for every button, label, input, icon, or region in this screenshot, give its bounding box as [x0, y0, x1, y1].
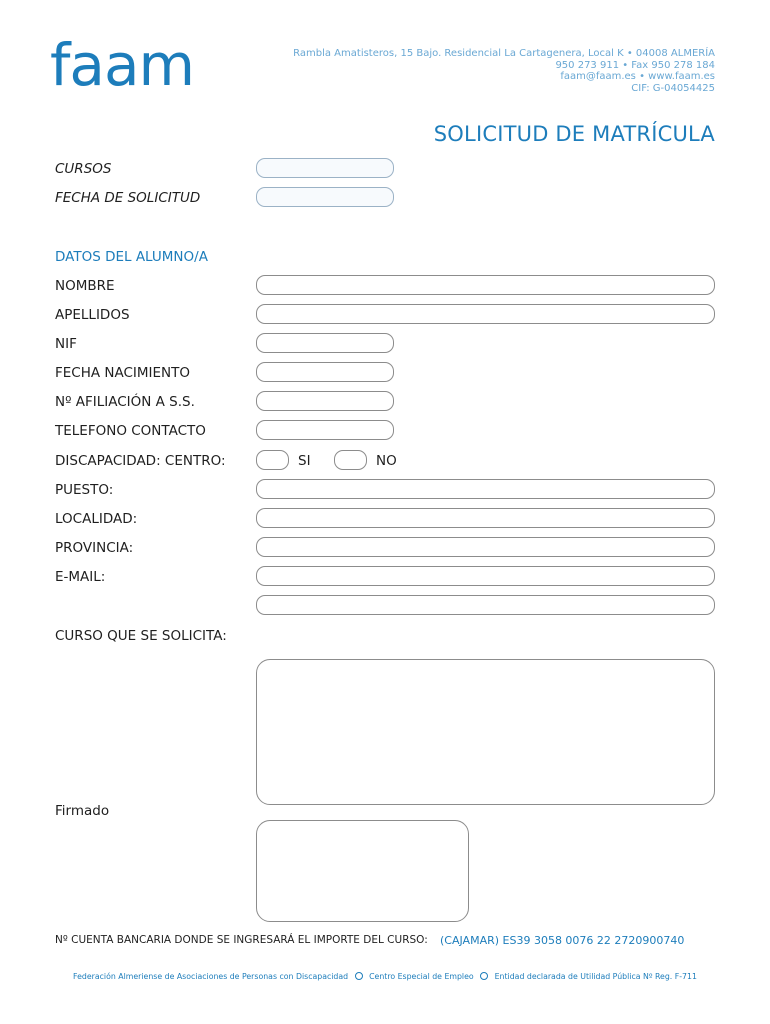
no-label: NO [376, 453, 397, 469]
section-title: DATOS DEL ALUMNO/A [55, 249, 208, 265]
discapacidad-no-checkbox[interactable] [334, 450, 367, 470]
extra-field[interactable] [256, 595, 715, 615]
afiliacion-label: Nº AFILIACIÓN A S.S. [55, 394, 195, 410]
curso-solicita-label: CURSO QUE SE SOLICITA: [55, 628, 227, 644]
provincia-field[interactable] [256, 537, 715, 557]
footer-entidad: Entidad declarada de Utilidad Pública Nº Reg. F-711 [494, 972, 697, 981]
footer-federation: Federación Almeriense de Asociaciones de Personas con Discapacidad [73, 972, 349, 981]
email-label: E-MAIL: [55, 569, 106, 585]
cursos-label: CURSOS [55, 161, 112, 177]
fecha-solicitud-field[interactable] [256, 187, 394, 207]
phone-line: 950 273 911 • Fax 950 278 184 [555, 59, 715, 71]
afiliacion-field[interactable] [256, 391, 394, 411]
nombre-label: NOMBRE [55, 278, 115, 294]
firmado-label: Firmado [55, 803, 110, 819]
faam-logo: faam [50, 31, 195, 99]
puesto-label: PUESTO: [55, 482, 114, 498]
provincia-label: PROVINCIA: [55, 540, 134, 556]
apellidos-label: APELLIDOS [55, 307, 130, 323]
footer-centro: Centro Especial de Empleo [369, 972, 474, 981]
address-line: Rambla Amatisteros, 15 Bajo. Residencial La Cartagenera, Local K • 04008 ALMERÍA [293, 48, 715, 59]
address-block [275, 48, 715, 94]
bullet-icon [480, 972, 488, 980]
footer [0, 972, 770, 981]
discapacidad-label: DISCAPACIDAD: CENTRO: [55, 453, 226, 469]
telefono-field[interactable] [256, 420, 394, 440]
curso-solicita-textarea[interactable] [256, 659, 715, 805]
fecha-nacimiento-label: FECHA NACIMIENTO [55, 365, 191, 381]
puesto-field[interactable] [256, 479, 715, 499]
telefono-label: TELEFONO CONTACTO [55, 423, 206, 439]
localidad-label: LOCALIDAD: [55, 511, 138, 527]
nif-field[interactable] [256, 333, 394, 353]
bank-account-label: Nº CUENTA BANCARIA DONDE SE INGRESARÁ EL IMPORTE DEL CURSO: [55, 934, 428, 946]
apellidos-field[interactable] [256, 304, 715, 324]
nif-label: NIF [55, 336, 77, 352]
fecha-nacimiento-field[interactable] [256, 362, 394, 382]
bank-account-value: (CAJAMAR) ES39 3058 0076 22 2720900740 [440, 934, 685, 947]
nombre-field[interactable] [256, 275, 715, 295]
page-title: SOLICITUD DE MATRÍCULA [433, 122, 715, 146]
cursos-field[interactable] [256, 158, 394, 178]
fecha-solicitud-label: FECHA DE SOLICITUD [55, 190, 201, 206]
si-label: SI [298, 453, 311, 469]
bullet-icon [355, 972, 363, 980]
signature-box[interactable] [256, 820, 469, 922]
email-field[interactable] [256, 566, 715, 586]
cif-line: CIF: G-04054425 [631, 82, 715, 94]
email-web-line: faam@faam.es • www.faam.es [560, 71, 715, 82]
localidad-field[interactable] [256, 508, 715, 528]
discapacidad-si-checkbox[interactable] [256, 450, 289, 470]
